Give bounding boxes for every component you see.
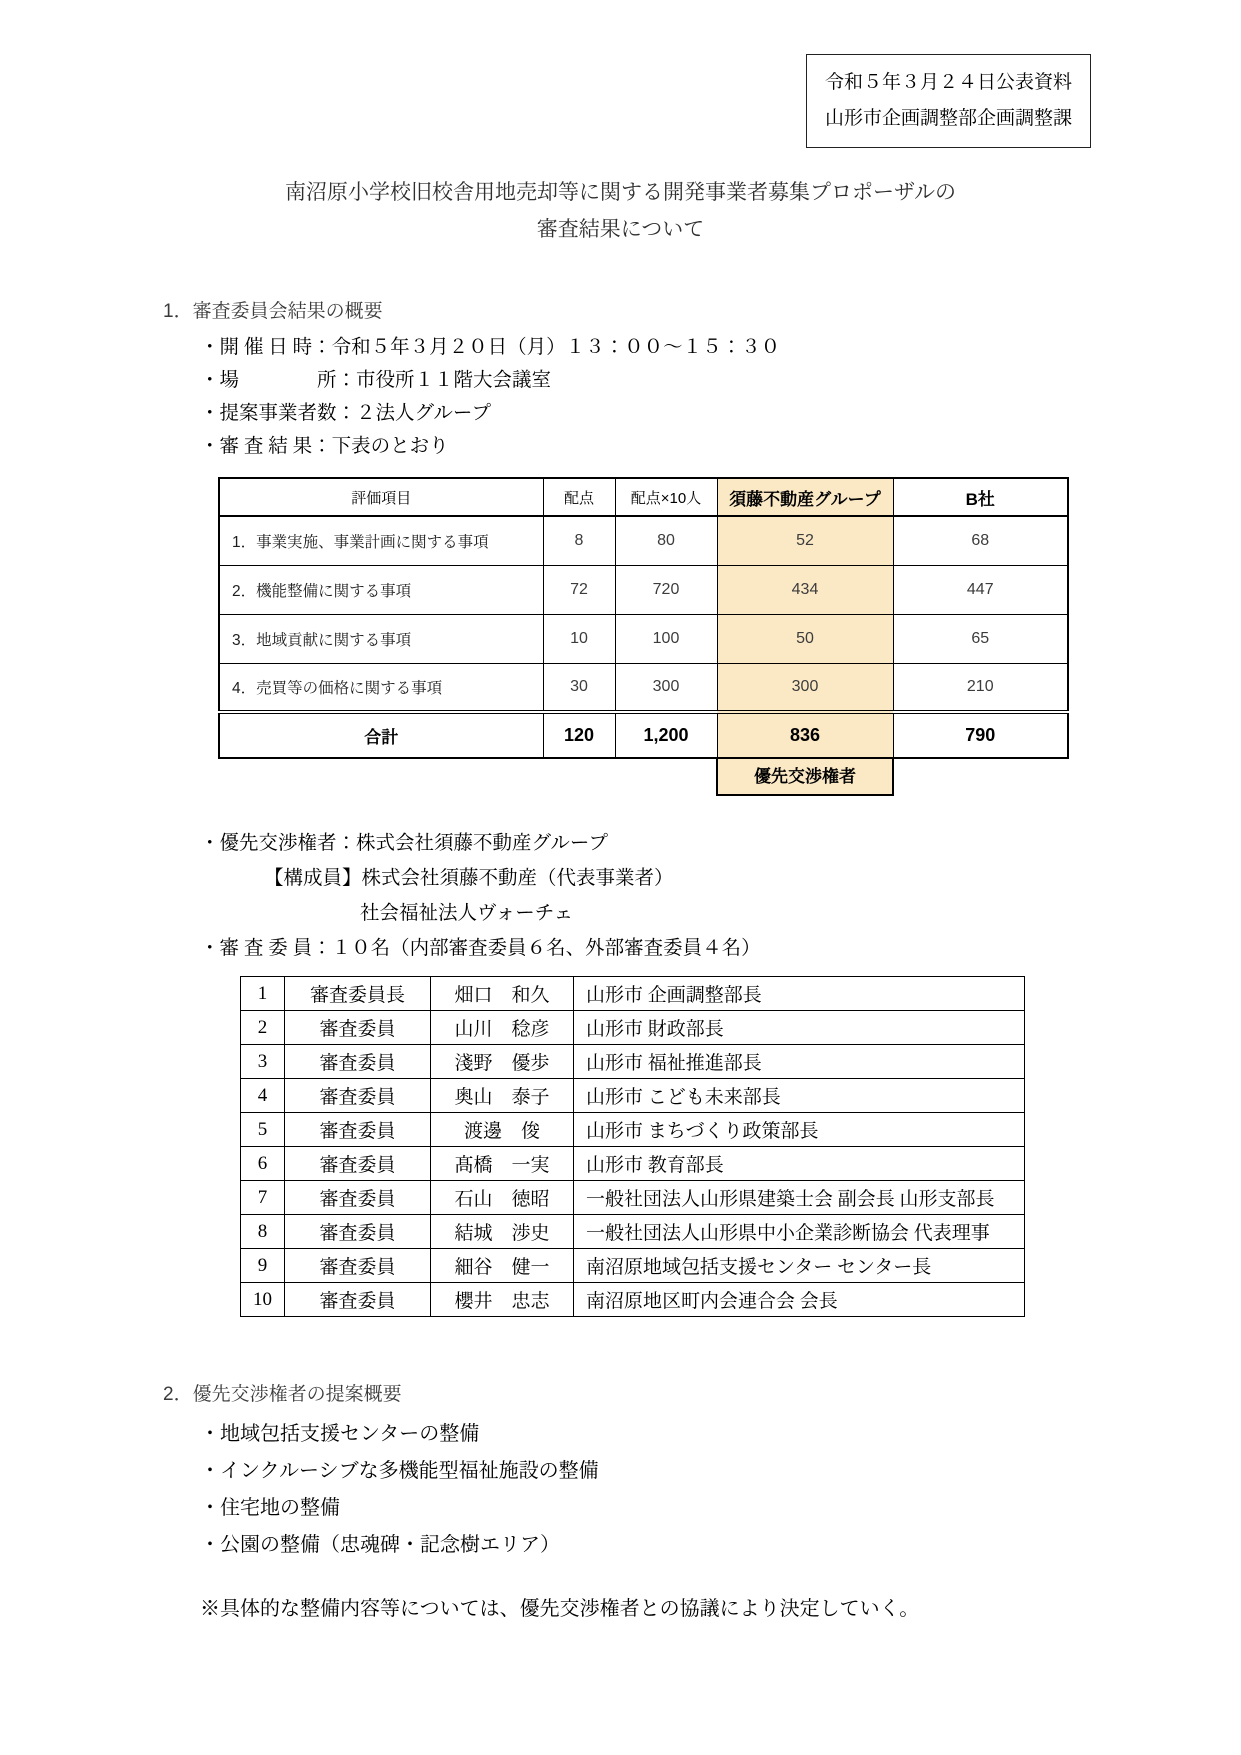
table-cell: 審査委員 — [285, 1045, 431, 1079]
document-title — [0, 174, 1241, 248]
score-cell: 1．事業実施、事業計画に関する事項 — [219, 516, 543, 565]
table-cell: 奥山 泰子 — [431, 1079, 574, 1113]
table-cell: 3 — [241, 1045, 285, 1079]
score-cell: 65 — [893, 614, 1068, 663]
publication-date: 令和５年３月２４日公表資料 — [824, 72, 1072, 93]
table-cell: 審査委員 — [285, 1113, 431, 1147]
score-total-row — [219, 712, 1068, 758]
score-cell: 447 — [893, 565, 1068, 614]
section2-bullets — [200, 1416, 1241, 1564]
table-cell: 石山 徳昭 — [431, 1181, 574, 1215]
score-cell: 300 — [717, 663, 893, 712]
table-cell: 山川 稔彦 — [431, 1011, 574, 1045]
table-cell: 6 — [241, 1147, 285, 1181]
table-row — [241, 1079, 1025, 1113]
table-cell: 山形市 財政部長 — [574, 1011, 1025, 1045]
table-cell: 櫻井 忠志 — [431, 1283, 574, 1317]
score-cell: 720 — [615, 565, 717, 614]
negotiator-block — [200, 826, 1241, 966]
negotiator-members-line: 【構成員】株式会社須藤不動産（代表事業者） — [264, 868, 674, 889]
score-cell: 30 — [543, 663, 615, 712]
score-cell: 210 — [893, 663, 1068, 712]
table-row — [241, 1181, 1025, 1215]
section2-heading: 2．優先交渉権者の提案概要 — [163, 1384, 402, 1405]
bullet-review-result: ・審 査 結 果：下表のとおり — [200, 436, 449, 457]
table-row — [241, 1045, 1025, 1079]
score-cell: 2．機能整備に関する事項 — [219, 565, 543, 614]
score-cell: 72 — [543, 565, 615, 614]
table-cell: 審査委員 — [285, 1181, 431, 1215]
score-cell: 4．売買等の価格に関する事項 — [219, 663, 543, 712]
score-cell: 8 — [543, 516, 615, 565]
bullet-residential-area: ・住宅地の整備 — [200, 1497, 340, 1519]
table-cell: 審査委員 — [285, 1011, 431, 1045]
table-cell: 7 — [241, 1181, 285, 1215]
score-row-4 — [219, 663, 1068, 712]
score-cell: 100 — [615, 614, 717, 663]
table-row — [241, 1113, 1025, 1147]
score-header-points-x10: 配点×10人 — [615, 478, 717, 516]
document-title-line1: 南沼原小学校旧校舎用地売却等に関する開発事業者募集プロポーザルの — [285, 181, 956, 204]
bullet-meeting-place: ・場 所：市役所１１階大会議室 — [200, 370, 552, 391]
committee-count-line: ・審 査 委 員：１０名（内部審査委員６名、外部審査委員４名） — [200, 938, 761, 959]
score-row-3 — [219, 614, 1068, 663]
score-total-points-x10: 1,200 — [615, 712, 717, 758]
score-cell: 300 — [615, 663, 717, 712]
table-cell: 8 — [241, 1215, 285, 1249]
table-cell: 10 — [241, 1283, 285, 1317]
table-cell: 審査委員 — [285, 1249, 431, 1283]
score-row-2 — [219, 565, 1068, 614]
table-cell: 南沼原地区町内会連合会 会長 — [574, 1283, 1025, 1317]
table-cell: 細谷 健一 — [431, 1249, 574, 1283]
header-area — [0, 0, 1241, 148]
table-cell: 結城 渉史 — [431, 1215, 574, 1249]
table-row — [241, 1011, 1025, 1045]
table-row — [241, 1215, 1025, 1249]
table-cell: 9 — [241, 1249, 285, 1283]
table-cell: 5 — [241, 1113, 285, 1147]
table-cell: 南沼原地域包括支援センター センター長 — [574, 1249, 1025, 1283]
table-cell: 山形市 まちづくり政策部長 — [574, 1113, 1025, 1147]
score-header-sudo-group: 須藤不動産グループ — [717, 478, 893, 516]
score-table-header-row — [219, 478, 1068, 516]
table-cell: 淺野 優歩 — [431, 1045, 574, 1079]
score-cell: 10 — [543, 614, 615, 663]
table-cell: 4 — [241, 1079, 285, 1113]
table-row — [241, 1147, 1025, 1181]
table-cell: 審査委員 — [285, 1215, 431, 1249]
publication-department: 山形市企画調整部企画調整課 — [824, 108, 1072, 129]
score-row-1 — [219, 516, 1068, 565]
score-cell: 434 — [717, 565, 893, 614]
table-cell: 2 — [241, 1011, 285, 1045]
score-cell: 50 — [717, 614, 893, 663]
score-header-company-b: B社 — [893, 478, 1068, 516]
section1-bullets — [200, 331, 1241, 463]
table-cell: 山形市 福祉推進部長 — [574, 1045, 1025, 1079]
bullet-proposer-count: ・提案事業者数：２法人グループ — [200, 403, 491, 424]
score-cell: 68 — [893, 516, 1068, 565]
table-cell: 審査委員 — [285, 1283, 431, 1317]
table-cell: 畑口 和久 — [431, 977, 574, 1011]
table-cell: 渡邊 俊 — [431, 1113, 574, 1147]
bullet-park: ・公園の整備（忠魂碑・記念樹エリア） — [200, 1534, 560, 1556]
preferred-negotiator-badge: 優先交渉権者 — [716, 759, 894, 796]
document-title-line2: 審査結果について — [536, 218, 705, 241]
score-total-label: 合計 — [219, 712, 543, 758]
score-cell: 52 — [717, 516, 893, 565]
table-cell: 一般社団法人山形県中小企業診断協会 代表理事 — [574, 1215, 1025, 1249]
score-header-item: 評価項目 — [219, 478, 543, 516]
bullet-meeting-datetime: ・開 催 日 時：令和５年３月２０日（月）１３：００～１５：３０ — [200, 337, 781, 358]
table-cell: 髙橋 一実 — [431, 1147, 574, 1181]
section1-heading: 1．審査委員会結果の概要 — [163, 301, 383, 322]
score-cell: 3．地域貢献に関する事項 — [219, 614, 543, 663]
table-cell: 1 — [241, 977, 285, 1011]
score-total-company-b: 790 — [893, 712, 1068, 758]
footnote: ※具体的な整備内容等については、優先交渉権者との協議により決定していく。 — [200, 1598, 920, 1620]
negotiator-line: ・優先交渉権者：株式会社須藤不動産グループ — [200, 833, 608, 854]
table-cell: 審査委員 — [285, 1147, 431, 1181]
publication-info-box — [806, 54, 1091, 148]
bullet-support-center: ・地域包括支援センターの整備 — [200, 1423, 480, 1445]
table-cell: 山形市 教育部長 — [574, 1147, 1025, 1181]
table-row — [241, 1249, 1025, 1283]
table-cell: 審査委員 — [285, 1079, 431, 1113]
score-total-sudo: 836 — [717, 712, 893, 758]
committee-table — [240, 976, 1025, 1317]
bullet-welfare-facility: ・インクルーシブな多機能型福祉施設の整備 — [200, 1460, 599, 1482]
score-total-points: 120 — [543, 712, 615, 758]
score-table — [218, 477, 1069, 759]
table-row — [241, 1283, 1025, 1317]
table-cell: 山形市 企画調整部長 — [574, 977, 1025, 1011]
table-cell: 山形市 こども未来部長 — [574, 1079, 1025, 1113]
table-cell: 審査委員長 — [285, 977, 431, 1011]
table-row — [241, 977, 1025, 1011]
negotiator-member2-line: 社会福祉法人ヴォーチェ — [360, 903, 574, 924]
score-cell: 80 — [615, 516, 717, 565]
table-cell: 一般社団法人山形県建築士会 副会長 山形支部長 — [574, 1181, 1025, 1215]
score-header-points: 配点 — [543, 478, 615, 516]
